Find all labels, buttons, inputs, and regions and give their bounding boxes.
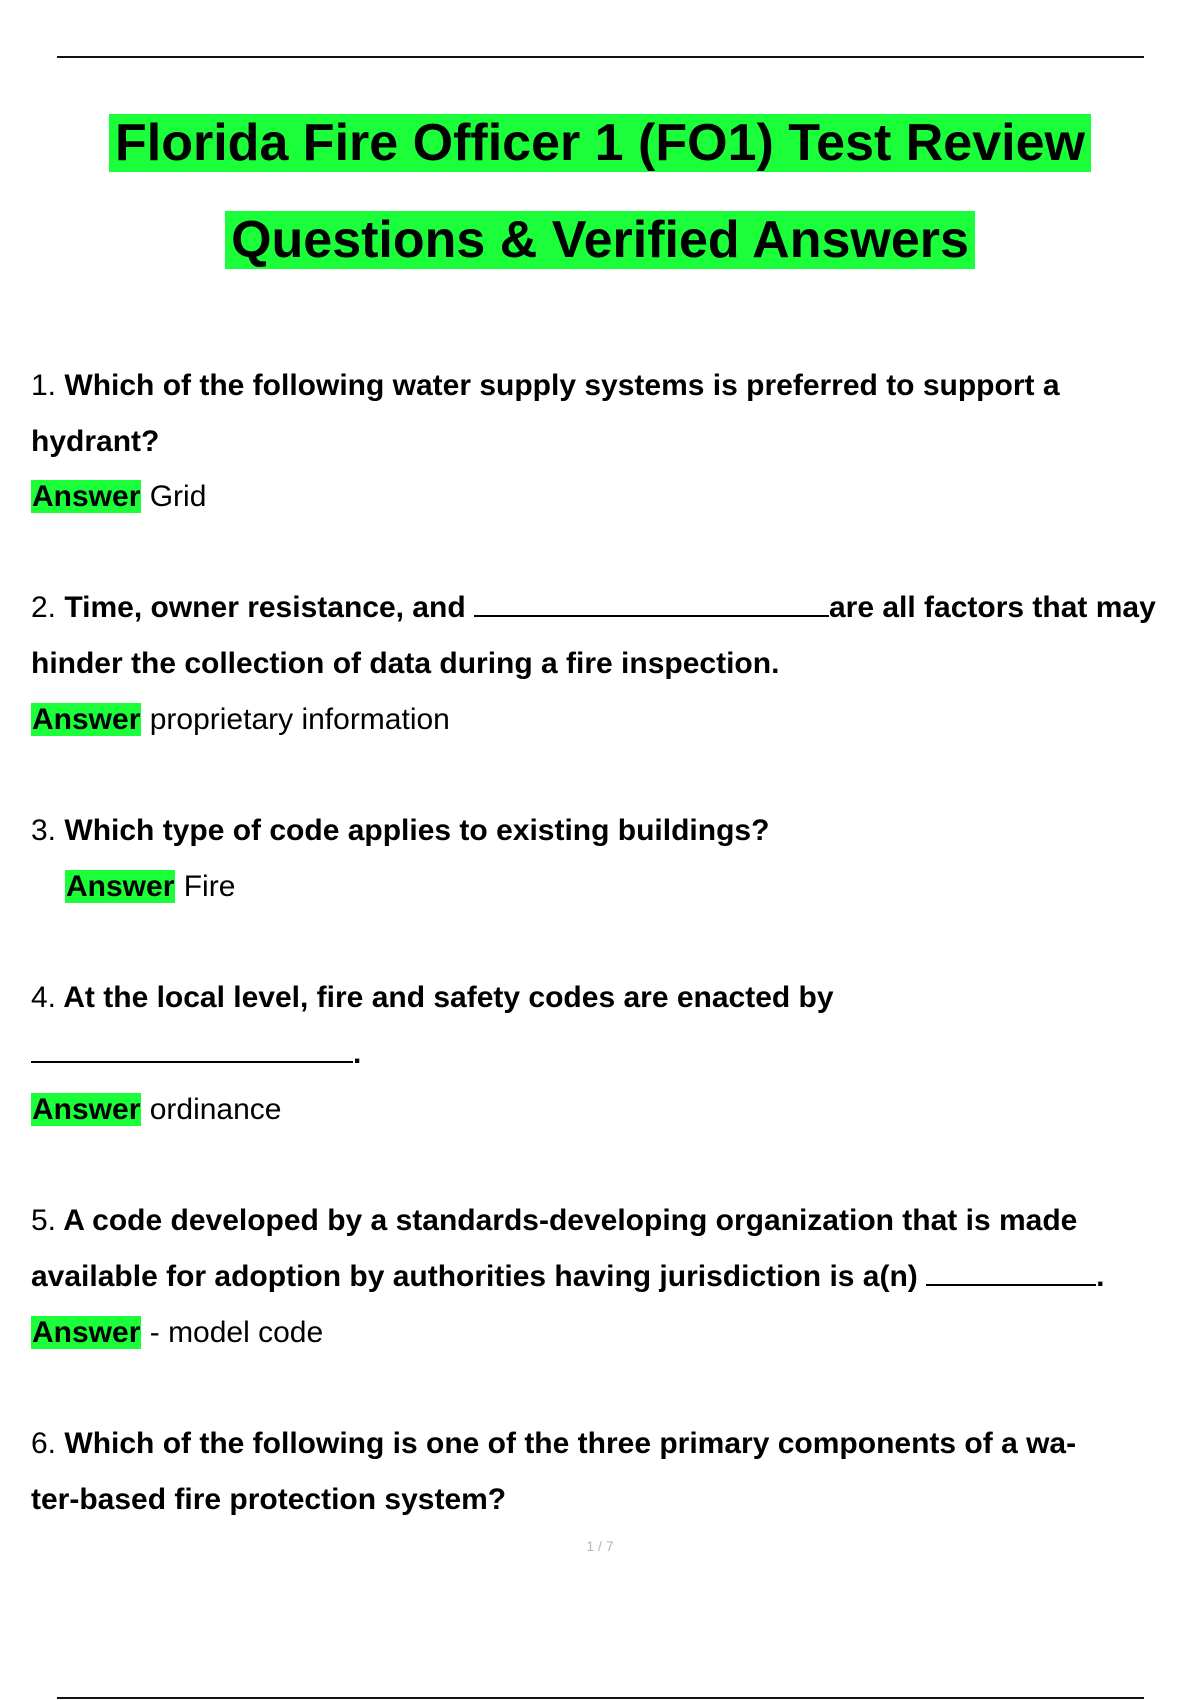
question-4: 4. At the local level, fire and safety codes are enacted by . xyxy=(31,981,834,1070)
question-6: 6. Which of the following is one of the three primary components of a wa- ter-based fire protection system? xyxy=(31,1427,1077,1516)
answer-3: Answer Fire xyxy=(66,870,236,903)
answer-5: Answer - model code xyxy=(32,1316,324,1349)
title-line-2: Questions & Verified Answers xyxy=(0,208,1200,272)
fill-in-blank xyxy=(474,589,829,617)
question-3: 3. Which type of code applies to existing buildings? xyxy=(31,814,770,847)
question-1: 1. Which of the following water supply systems is preferred to support a hydrant? xyxy=(31,369,1060,458)
question-2: 2. Time, owner resistance, and are all factors that may hinder the collection of data during a fire inspection. xyxy=(31,591,1156,680)
title-line-1: Florida Fire Officer 1 (FO1) Test Review xyxy=(0,111,1200,175)
fill-in-blank xyxy=(926,1258,1096,1286)
answer-4: Answer ordinance xyxy=(32,1093,282,1126)
answer-2: Answer proprietary information xyxy=(32,703,450,736)
answer-1: Answer Grid xyxy=(32,480,207,513)
page-number: 1 / 7 xyxy=(586,1538,614,1554)
bottom-rule xyxy=(57,1697,1144,1699)
fill-in-blank xyxy=(31,1035,353,1063)
answer-label: Answer xyxy=(32,1093,141,1126)
top-rule xyxy=(57,56,1144,58)
answer-label: Answer xyxy=(66,870,175,903)
answer-label: Answer xyxy=(32,480,141,513)
answer-label: Answer xyxy=(32,1316,141,1349)
question-5: 5. A code developed by a standards-developing organization that is made available for adoption by authorities having jurisdiction is a(n) . xyxy=(31,1204,1105,1293)
answer-label: Answer xyxy=(32,703,141,736)
